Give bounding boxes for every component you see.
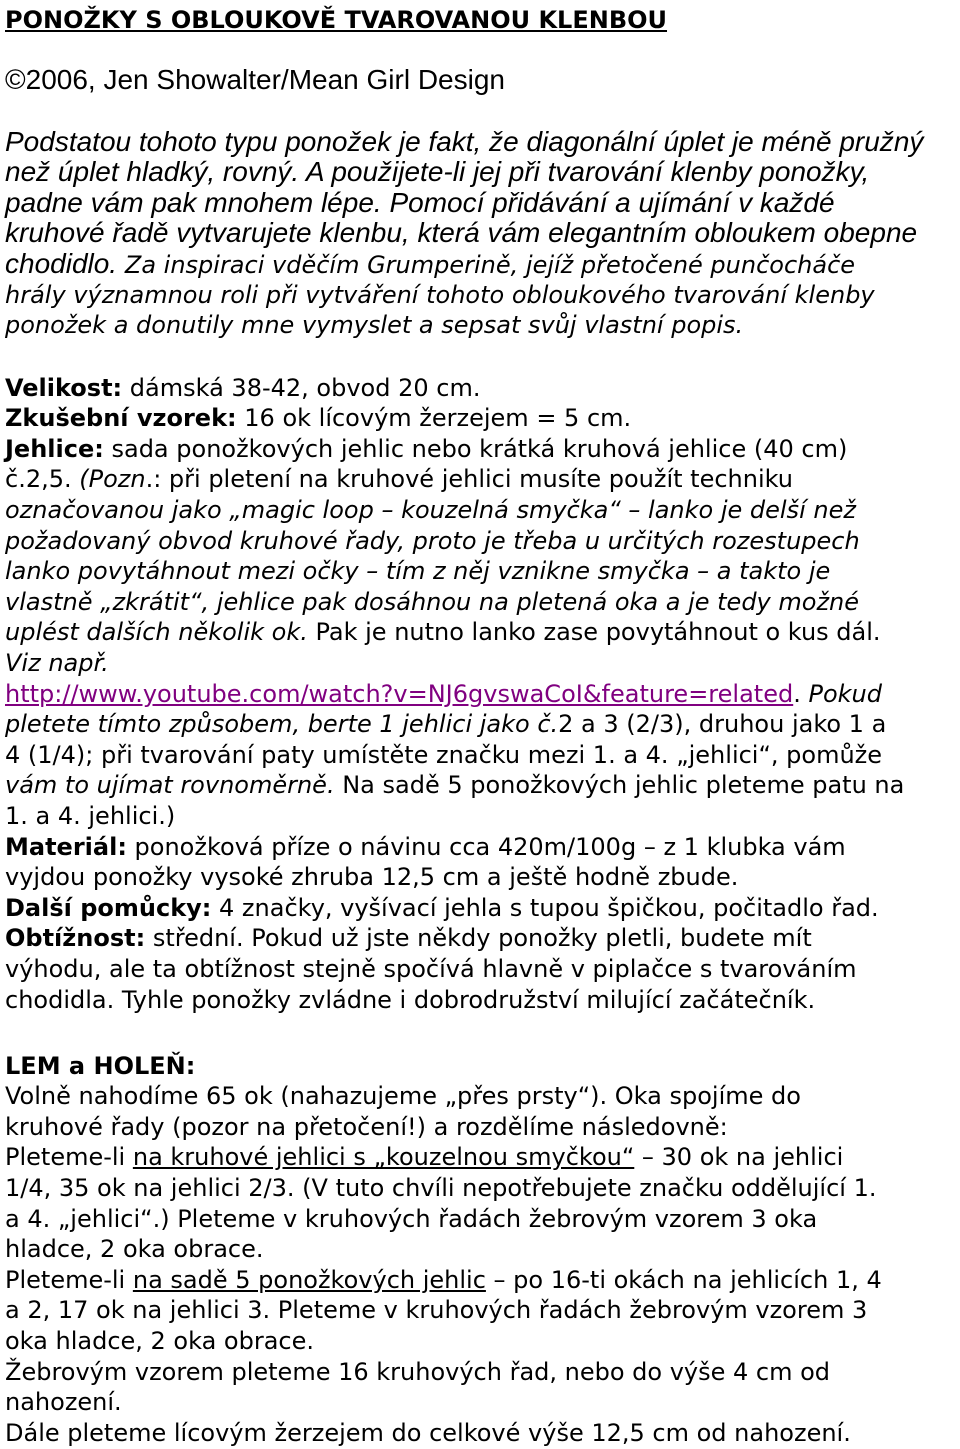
text-line — [0, 1418, 960, 1449]
text-segment: vám to ujímat rovnoměrně. — [5, 771, 335, 800]
text-segment: 2 a 3 (2/3), druhou jako 1 a — [558, 710, 887, 739]
document-header — [0, 5, 960, 36]
text-line — [0, 157, 960, 188]
text-segment: výhodu, ale ta obtížnost stejně spočívá hlavně v piplačce s tvarováním — [5, 954, 857, 983]
text-segment: Na sadě 5 ponožkových jehlic pleteme patu na — [334, 771, 905, 800]
text-segment: Pleteme-li — [5, 1143, 133, 1172]
text-line — [0, 556, 960, 587]
text-segment: kruhové řadě vytvarujete klenbu, která vám elegantním obloukem obepne — [5, 217, 918, 249]
text-line — [0, 434, 960, 465]
text-segment: sada ponožkových jehlic nebo krátká kruhová jehlice (40 cm) — [103, 434, 848, 463]
text-segment: Žebrovým vzorem pleteme 16 kruhových řad, nebo do výše 4 cm od — [5, 1357, 831, 1386]
text-line — [0, 832, 960, 863]
text-segment: 1/4, 35 ok na jehlici 2/3. (V tuto chvíli nepotřebujete značku oddělující 1. — [5, 1174, 877, 1203]
text-segment: 1. a 4. jehlici.) — [5, 802, 176, 830]
text-segment: než úplet hladký, rovný. A použijete-li jej při tvarování klenby ponožky, — [5, 156, 870, 188]
text-line — [0, 862, 960, 893]
text-segment: – po 16-ti okách na jehlicích 1, 4 — [485, 1265, 882, 1294]
text-line — [0, 587, 960, 618]
text-segment: lanko povytáhnout mezi očky – tím z něj vznikne smyčka – a takto je — [5, 557, 831, 586]
text-segment: 16 ok lícovým žerzejem = 5 cm. — [236, 404, 632, 433]
text-segment: a 4. „jehlici“.) Pleteme v kruhových řadách žebrovým vzorem 3 oka — [5, 1204, 818, 1233]
document-title: PONOŽKY S OBLOUKOVĚ TVAROVANOU KLENBOU — [5, 5, 668, 34]
text-line — [0, 648, 960, 679]
text-line — [0, 495, 960, 526]
text-segment: 4 (1/4); při tvarování paty umístěte značku mezi 1. a 4. „jehlici“, pomůže — [5, 740, 883, 769]
text-segment: chodidlo. — [5, 248, 125, 280]
field-label: Další pomůcky: — [5, 893, 212, 922]
text-line — [0, 801, 960, 832]
copyright-notice: ©2006, Jen Showalter/Mean Girl Design — [5, 63, 505, 95]
text-segment: .: při pletení na kruhové jehlici musíte použít techniku — [145, 465, 793, 494]
text-line — [0, 923, 960, 954]
text-segment: Volně nahodíme 65 ok (nahazujeme „přes prsty“). Oka spojíme do — [5, 1082, 801, 1111]
text-line — [0, 280, 960, 311]
text-line — [0, 740, 960, 771]
text-segment: dámská 38-42, obvod 20 cm. — [122, 373, 481, 402]
text-line — [0, 985, 960, 1016]
text-segment: uplést dalších několik ok. — [5, 618, 308, 647]
text-segment: hrály významnou roli při vytváření tohoto obloukového tvarování klenby — [5, 280, 875, 309]
text-line — [0, 1387, 960, 1418]
text-segment: č.2,5. — [5, 465, 80, 494]
text-segment: Viz např. — [5, 649, 109, 678]
field-label: Obtížnost: — [5, 924, 146, 953]
text-segment: 4 značky, vyšívací jehla s tupou špičkou, počitadlo řad. — [211, 893, 879, 922]
text-segment: Za inspiraci vděčím Grumperině, jejíž přetočené punčocháče — [124, 251, 856, 280]
intro-paragraph — [0, 127, 960, 341]
text-segment: – 30 ok na jehlici — [634, 1143, 844, 1172]
text-line — [0, 1357, 960, 1388]
text-segment: a 2, 17 ok na jehlici 3. Pleteme v kruhových řadách žebrovým vzorem 3 — [5, 1296, 868, 1325]
section-heading: LEM a HOLEŇ: — [5, 1051, 196, 1080]
text-line — [0, 1265, 960, 1296]
text-line — [0, 464, 960, 495]
text-segment: pletete tímto způsobem, berte 1 jehlici jako č. — [5, 710, 559, 739]
text-line — [0, 709, 960, 740]
text-segment: Pleteme-li — [5, 1265, 133, 1294]
text-line — [0, 1204, 960, 1235]
text-line — [0, 1295, 960, 1326]
text-segment: vyjdou ponožky vysoké zhruba 12,5 cm a ještě hodně zbude. — [5, 863, 739, 892]
text-line — [0, 617, 960, 648]
section-cuff-and-leg — [0, 1051, 960, 1449]
text-line — [0, 188, 960, 219]
text-segment: (Pozn — [79, 465, 146, 494]
text-line — [0, 403, 960, 434]
text-segment: padne vám pak mnohem lépe. Pomocí přidávání a ujímání v každé — [5, 186, 835, 218]
text-segment: kruhové řady (pozor na přetočení!) a rozdělíme následovně: — [5, 1112, 728, 1141]
text-line — [0, 218, 960, 249]
underlined-text: na kruhové jehlici s „kouzelnou smyčkou“ — [132, 1143, 635, 1172]
text-line — [0, 526, 960, 557]
text-line — [0, 127, 960, 158]
text-line — [0, 1142, 960, 1173]
text-line — [0, 679, 960, 710]
text-segment: nahození. — [5, 1388, 122, 1417]
text-segment: označovanou jako „magic loop – kouzelná smyčka“ – lanko je delší než — [5, 496, 856, 525]
text-segment: ponožková příze o návinu cca 420m/100g – z 1 klubka vám — [126, 832, 846, 861]
text-segment: vlastně „zkrátit“, jehlice pak dosáhnou na pletená oka a je tedy možné — [5, 587, 860, 616]
text-segment: chodidla. Tyhle ponožky zvládne i dobrodružství milující začátečník. — [5, 985, 816, 1014]
text-line — [0, 954, 960, 985]
field-label: Zkušební vzorek: — [5, 404, 237, 433]
text-line — [0, 373, 960, 404]
text-segment: ponožek a donutily mne vymyslet a sepsat svůj vlastní popis. — [5, 311, 744, 340]
text-line — [0, 249, 960, 280]
text-line — [0, 770, 960, 801]
pattern-details — [0, 373, 960, 1015]
text-segment: oka hladce, 2 oka obrace. — [5, 1327, 315, 1356]
text-segment: střední. Pokud už jste někdy ponožky pletli, budete mít — [145, 924, 812, 953]
field-label: Materiál: — [5, 832, 127, 861]
field-label: Jehlice: — [5, 434, 104, 463]
text-line — [0, 1173, 960, 1204]
text-line — [0, 1112, 960, 1143]
text-line — [0, 1326, 960, 1357]
video-link[interactable]: http://www.youtube.com/watch?v=NJ6gvswaCoI&feature=related — [5, 679, 794, 708]
field-label: Velikost: — [5, 373, 123, 402]
text-line — [0, 310, 960, 341]
text-segment: požadovaný obvod kruhové řady, proto je třeba u určitých rozestupech — [5, 526, 860, 555]
text-segment: hladce, 2 oka obrace. — [5, 1235, 264, 1264]
text-segment: Pak je nutno lanko zase povytáhnout o kus dál. — [307, 618, 881, 647]
text-segment: . — [793, 679, 809, 708]
text-line — [0, 893, 960, 924]
copyright-block — [0, 65, 960, 96]
text-segment: Pokud — [808, 679, 882, 708]
text-segment: Podstatou tohoto typu ponožek je fakt, že diagonální úplet je méně pružný — [5, 125, 924, 157]
underlined-text: na sadě 5 ponožkových jehlic — [132, 1265, 486, 1294]
text-line — [0, 1234, 960, 1265]
text-segment: Dále pleteme lícovým žerzejem do celkové výše 12,5 cm od nahození. — [5, 1418, 851, 1447]
text-line — [0, 1081, 960, 1112]
